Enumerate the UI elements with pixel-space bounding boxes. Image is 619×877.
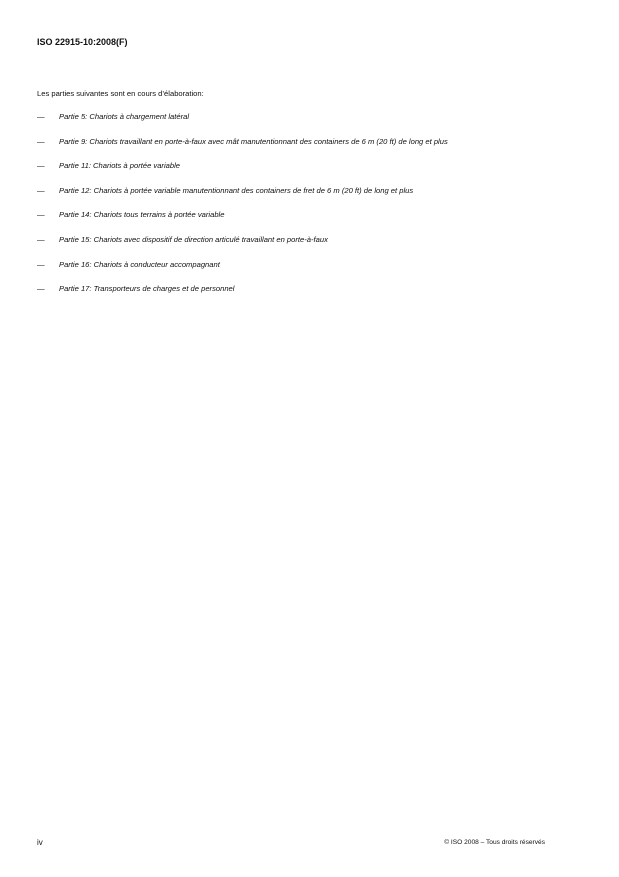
list-item-text: Partie 17: Transporteurs de charges et de personnel xyxy=(59,284,235,294)
intro-paragraph: Les parties suivantes sont en cours d’élaboration: xyxy=(37,89,204,98)
list-item-text: Partie 16: Chariots à conducteur accompagnant xyxy=(59,259,220,269)
list-item xyxy=(37,235,547,245)
copyright-notice: © ISO 2008 – Tous droits réservés xyxy=(444,839,545,846)
dash-bullet: — xyxy=(37,234,45,244)
dash-bullet: — xyxy=(37,161,45,171)
dash-bullet: — xyxy=(37,112,45,121)
dash-bullet: — xyxy=(37,259,45,269)
dash-bullet: — xyxy=(37,185,45,195)
list-item xyxy=(37,284,547,294)
dash-bullet: — xyxy=(37,136,45,146)
dash-bullet: — xyxy=(37,210,45,220)
list-item xyxy=(37,137,547,147)
list-item xyxy=(37,210,547,220)
document-header: ISO 22915-10:2008(F) xyxy=(37,37,128,47)
list-item-text: Partie 12: Chariots à portée variable manutentionnant des containers de fret de 6 m (20 ft) de long et plus xyxy=(59,185,414,195)
list-item xyxy=(37,186,547,196)
list-item xyxy=(37,260,547,270)
dash-bullet: — xyxy=(37,284,45,294)
list-item-text: Partie 15: Chariots avec dispositif de direction articulé travaillant en porte-à-faux xyxy=(59,234,328,244)
list-item xyxy=(37,161,547,171)
list-item-text: Partie 11: Chariots à portée variable xyxy=(59,161,181,171)
list-item xyxy=(37,112,547,122)
list-item-text: Partie 9: Chariots travaillant en porte-à-faux avec mât manutentionnant des containers de 6 m (20 ft) de long et plus xyxy=(59,136,448,146)
list-item-text: Partie 14: Chariots tous terrains à portée variable xyxy=(59,210,225,220)
list-item-text: Partie 5: Chariots à chargement latéral xyxy=(59,112,190,121)
page-number: iv xyxy=(37,838,43,847)
parts-list xyxy=(37,112,547,309)
